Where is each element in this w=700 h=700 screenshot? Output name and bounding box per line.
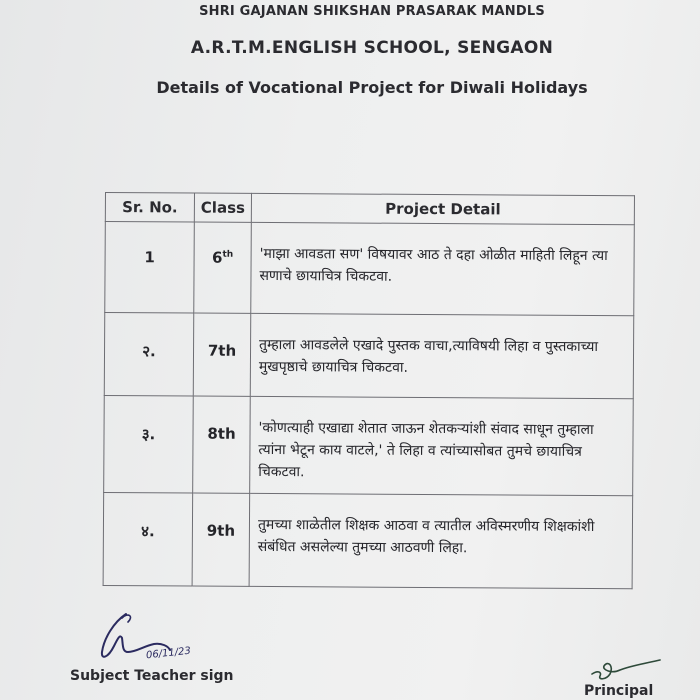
table-row	[105, 222, 635, 316]
project-table	[103, 192, 635, 589]
society-name: SHRI GAJANAN SHIKSHAN PRASARAK MANDLS	[199, 4, 545, 19]
teacher-sign-label: Subject Teacher sign	[70, 668, 234, 684]
table-header-row	[105, 193, 634, 225]
row-sr-no: ४.	[103, 492, 193, 586]
header-class: Class	[194, 193, 251, 222]
row-class: 8th	[193, 396, 251, 493]
row-class	[194, 222, 252, 313]
row-class-suffix: th	[222, 249, 234, 260]
row-class: 7th	[193, 313, 251, 396]
row-sr-no: २.	[104, 313, 194, 397]
document-title: Details of Vocational Project for Diwali Holidays	[156, 78, 588, 97]
header-project-detail: Project Detail	[251, 193, 634, 224]
principal-signature	[584, 652, 664, 684]
row-project-detail: 'कोणत्याही एखाद्या शेतात जाऊन शेतकऱ्यांशी संवाद साधून तुम्हाला त्यांना भेटून काय वाटले,' ते लिहा व त्यांच्यासोबत तुमचे छायाचित्र चिकटवा.	[250, 396, 634, 495]
header-sr-no: Sr. No.	[105, 193, 194, 223]
principal-label: Principal	[584, 683, 654, 699]
row-project-detail: तुम्हाला आवडलेले एखादे पुस्तक वाचा,त्याविषयी लिहा व पुस्तकाच्या मुखपृष्ठाचे छायाचित्र चिकटवा.	[250, 313, 633, 398]
row-project-detail: तुमच्या शाळेतील शिक्षक आठवा व त्यातील अविस्मरणीय शिक्षकांशी संबंधित असलेल्या तुमच्या आठवणी लिहा.	[249, 493, 633, 588]
teacher-sign-date: 06/11/23	[145, 645, 192, 662]
table-row	[104, 395, 634, 495]
row-sr-no: ३.	[104, 395, 194, 493]
row-sr-no: 1	[105, 222, 195, 314]
row-class-number: 6	[211, 248, 223, 267]
row-class: 9th	[192, 493, 250, 586]
table-row	[104, 313, 633, 399]
row-project-detail: 'माझा आवडता सण' विषयावर आठ ते दहा ओळीत माहिती लिहून त्या सणाचे छायाचित्र चिकटवा.	[251, 222, 635, 315]
table-row	[103, 492, 633, 588]
school-name: A.R.T.M.ENGLISH SCHOOL, SENGAON	[190, 38, 554, 58]
